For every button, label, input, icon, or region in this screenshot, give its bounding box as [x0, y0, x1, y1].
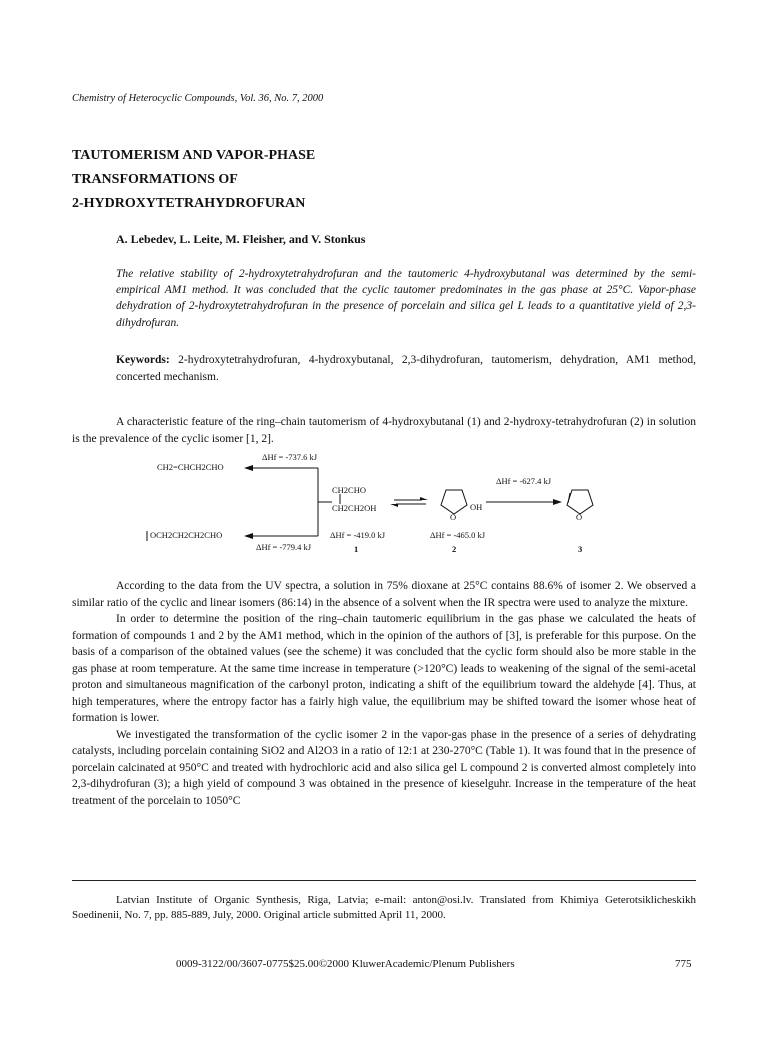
scheme-hydroxyl: OH: [470, 502, 483, 512]
footnote: Latvian Institute of Organic Synthesis, Riga, Latvia; e-mail: anton@osi.lv. Translated from Khimiya Geterotsiklicheskikh Soedinenii, No. 7, pp. 885-889, July, 2000. Original article submitted April 11, 2000.: [72, 894, 696, 921]
keywords: [116, 352, 696, 385]
body-paragraph: In order to determine the position of the ring–chain tautomeric equilibrium in the gas phase we calculated the heats of formation of compounds 1 and 2 by the AM1 method, which in the opinion of the authors of [3], is preferable for this purpose. On the basis of a comparison of the obtained values (see the scheme) it was concluded that the cyclic form should also be more stable in the gas phase at room temperature. At the same time increase in temperature (>120°C) leads to weakening of the signal of the semi-acetal proton and simultaneous magnification of the carbonyl proton, indicating a shift of the equilibrium toward the aldehyde [4]. Thus, at high temperatures, where the entropy factor has a fairly high value, the equilibrium may be shifted toward the isomer whose heat of formation is lower.: [72, 613, 696, 724]
scheme-bottom-product: OCH2CH2CH2CHO: [150, 530, 223, 540]
body-text: [72, 578, 696, 809]
authors: A. Lebedev, L. Leite, M. Fleisher, and V. Stonkus: [116, 232, 366, 246]
scheme-compound1-line2: CH2CH2OH: [332, 503, 377, 513]
scheme-label-3: 3: [578, 544, 583, 554]
page-number: 775: [675, 958, 692, 970]
copyright-line: 0009-3122/00/3607-0775$25.00©2000 KluwerAcademic/Plenum Publishers: [176, 958, 515, 970]
reaction-scheme: [140, 452, 620, 562]
scheme-label-2: 2: [452, 544, 457, 554]
scheme-top-product: CH2=CHCH2CHO: [157, 462, 224, 472]
scheme-ring-oxygen: O: [576, 512, 583, 522]
body-paragraph: According to the data from the UV spectra, a solution in 75% dioxane at 25°C contains 88.6% of isomer 2. We observed a similar ratio of the cyclic and linear isomers (86:14) in the absence of a solvent when the IR spectra were used to analyze the mixture.: [72, 580, 696, 609]
intro-paragraph: A characteristic feature of the ring–chain tautomerism of 4-hydroxybutanal (1) and 2-hydroxy-tetrahydrofuran (2) in solution is the prevalence of the cyclic isomer [1, 2].: [72, 416, 696, 445]
journal-header: Chemistry of Heterocyclic Compounds, Vol. 36, No. 7, 2000: [72, 93, 324, 104]
article-title: [72, 144, 315, 216]
scheme-ring-oxygen: O: [450, 512, 457, 522]
keywords-text: 2-hydroxytetrahydrofuran, 4-hydroxybutanal, 2,3-dihydrofuran, tautomerism, dehydration, AM1 method, concerted mechanism.: [116, 354, 696, 383]
title-line: TAUTOMERISM AND VAPOR-PHASE: [72, 148, 316, 163]
abstract: The relative stability of 2-hydroxytetrahydrofuran and the tautomeric 4-hydroxybutanal was determined by the semi-empirical AM1 method. It was concluded that the cyclic tautomer predominates in the gas phase at 25°C. Vapor-phase dehydration of 2-hydroxytetrahydrofuran in the presence of porcelain and silica gel L leads to a quantitative yield of 2,3-dihydrofuran.: [116, 268, 696, 329]
scheme-compound1-line1: CH2CHO: [332, 485, 367, 495]
scheme-dh-1: ΔHf = -419.0 kJ: [330, 530, 386, 540]
scheme-dh-2: ΔHf = -465.0 kJ: [430, 530, 486, 540]
scheme-dh-bottom: ΔHf = -779.4 kJ: [256, 542, 312, 552]
footnote-divider: [72, 880, 696, 881]
scheme-dh-top: ΔHf = -737.6 kJ: [262, 452, 318, 462]
title-line: TRANSFORMATIONS OF: [72, 172, 238, 187]
keywords-label: Keywords:: [116, 354, 170, 366]
scheme-label-1: 1: [354, 544, 359, 554]
title-line: 2-HYDROXYTETRAHYDROFURAN: [72, 196, 306, 211]
scheme-dh-right: ΔHf = -627.4 kJ: [496, 476, 552, 486]
body-paragraph: We investigated the transformation of the cyclic isomer 2 in the vapor-gas phase in the presence of a series of dehydrating catalysts, including porcelain containing SiO2 and Al2O3 in a ratio of 12:1 at 230-270°C (Table 1). It was found that in the presence of porcelain calcinated at 950°C and treated with hydrochloric acid and also silica gel L compound 2 is converted almost completely into 2,3-dihydrofuran (3); a high yield of compound 3 was obtained in the presence of kieselguhr. Increase in the temperature of the heat treatment of the porcelain to 1050°C: [72, 728, 696, 807]
